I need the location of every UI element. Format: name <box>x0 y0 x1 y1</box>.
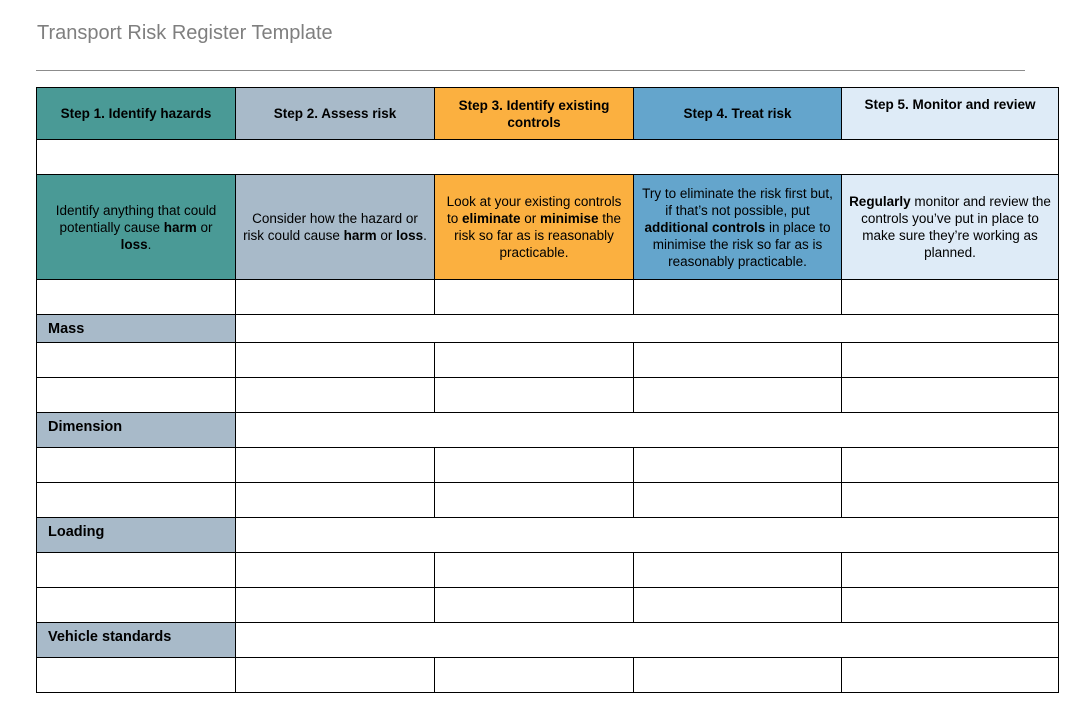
entry-cell[interactable] <box>435 553 634 588</box>
entry-cell[interactable] <box>634 588 842 623</box>
entry-cell[interactable] <box>842 658 1059 693</box>
entry-cell[interactable] <box>236 553 435 588</box>
entry-cell[interactable] <box>435 280 634 315</box>
entry-cell[interactable] <box>842 448 1059 483</box>
spacer-row <box>37 140 1059 175</box>
step-2-description: Consider how the hazard or risk could cause harm or loss. <box>236 175 435 280</box>
step-3-description: Look at your existing controls to eliminate or minimise the risk so far as is reasonably practicable. <box>435 175 634 280</box>
entry-cell[interactable] <box>37 378 236 413</box>
entry-cell[interactable] <box>842 483 1059 518</box>
emphasis-text: additional controls <box>644 219 766 235</box>
spacer-cell[interactable] <box>37 140 1059 175</box>
entry-cell[interactable] <box>634 343 842 378</box>
section-label: Vehicle standards <box>37 623 236 658</box>
entry-cell[interactable] <box>236 280 435 315</box>
entry-cell[interactable] <box>435 343 634 378</box>
step-4-heading: Step 4. Treat risk <box>634 88 842 140</box>
document-title: Transport Risk Register Template <box>37 22 333 44</box>
section-row-loading <box>37 518 1059 553</box>
entry-cell[interactable] <box>634 448 842 483</box>
entry-cell[interactable] <box>236 658 435 693</box>
title-divider <box>36 70 1025 71</box>
section-label: Dimension <box>37 413 236 448</box>
step-4-description: Try to eliminate the risk first but, if that’s not possible, put additional controls in place to minimise the risk so far as is reasonably practicable. <box>634 175 842 280</box>
section-row-dimension <box>37 413 1059 448</box>
table-row <box>37 483 1059 518</box>
entry-cell[interactable] <box>37 483 236 518</box>
entry-cell[interactable] <box>634 483 842 518</box>
entry-cell[interactable] <box>842 588 1059 623</box>
section-span-cell[interactable] <box>236 315 1059 343</box>
entry-cell[interactable] <box>842 280 1059 315</box>
section-span-cell[interactable] <box>236 518 1059 553</box>
section-row-mass <box>37 315 1059 343</box>
entry-cell[interactable] <box>842 343 1059 378</box>
table-row <box>37 378 1059 413</box>
entry-cell[interactable] <box>37 553 236 588</box>
section-row-vehicle-standards <box>37 623 1059 658</box>
entry-cell[interactable] <box>236 448 435 483</box>
emphasis-text: harm <box>163 219 197 235</box>
table-row <box>37 553 1059 588</box>
table-row <box>37 448 1059 483</box>
entry-cell[interactable] <box>236 378 435 413</box>
table-row <box>37 343 1059 378</box>
step-header-row <box>37 88 1059 140</box>
table-row <box>37 658 1059 693</box>
table-row <box>37 588 1059 623</box>
section-span-cell[interactable] <box>236 623 1059 658</box>
entry-cell[interactable] <box>435 378 634 413</box>
entry-cell[interactable] <box>37 588 236 623</box>
step-2-heading: Step 2. Assess risk <box>236 88 435 140</box>
emphasis-text: eliminate <box>461 211 521 226</box>
section-label: Loading <box>37 518 236 553</box>
table-row <box>37 280 1059 315</box>
step-1-description: Identify anything that could potentially cause harm or loss. <box>37 175 236 280</box>
entry-cell[interactable] <box>842 378 1059 413</box>
emphasis-text: Regularly <box>849 194 911 209</box>
emphasis-text: loss <box>396 228 424 243</box>
entry-cell[interactable] <box>634 658 842 693</box>
entry-cell[interactable] <box>435 658 634 693</box>
entry-cell[interactable] <box>37 343 236 378</box>
step-3-heading: Step 3. Identify existing controls <box>435 88 634 140</box>
emphasis-text: minimise <box>540 211 599 226</box>
entry-cell[interactable] <box>236 343 435 378</box>
entry-cell[interactable] <box>236 483 435 518</box>
risk-register-table <box>36 87 1059 693</box>
entry-cell[interactable] <box>634 553 842 588</box>
entry-cell[interactable] <box>236 588 435 623</box>
emphasis-text: harm <box>343 228 377 243</box>
entry-cell[interactable] <box>435 483 634 518</box>
step-5-heading: Step 5. Monitor and review <box>842 88 1059 140</box>
entry-cell[interactable] <box>634 378 842 413</box>
emphasis-text: loss <box>120 236 148 252</box>
step-1-heading: Step 1. Identify hazards <box>37 88 236 140</box>
entry-cell[interactable] <box>435 448 634 483</box>
section-span-cell[interactable] <box>236 413 1059 448</box>
entry-cell[interactable] <box>37 448 236 483</box>
section-label: Mass <box>37 315 236 343</box>
entry-cell[interactable] <box>435 588 634 623</box>
entry-cell[interactable] <box>842 553 1059 588</box>
step-description-row <box>37 175 1059 280</box>
step-5-description: Regularly monitor and review the controls you’ve put in place to make sure they’re working as planned. <box>842 175 1059 280</box>
entry-cell[interactable] <box>634 280 842 315</box>
entry-cell[interactable] <box>37 658 236 693</box>
entry-cell[interactable] <box>37 280 236 315</box>
